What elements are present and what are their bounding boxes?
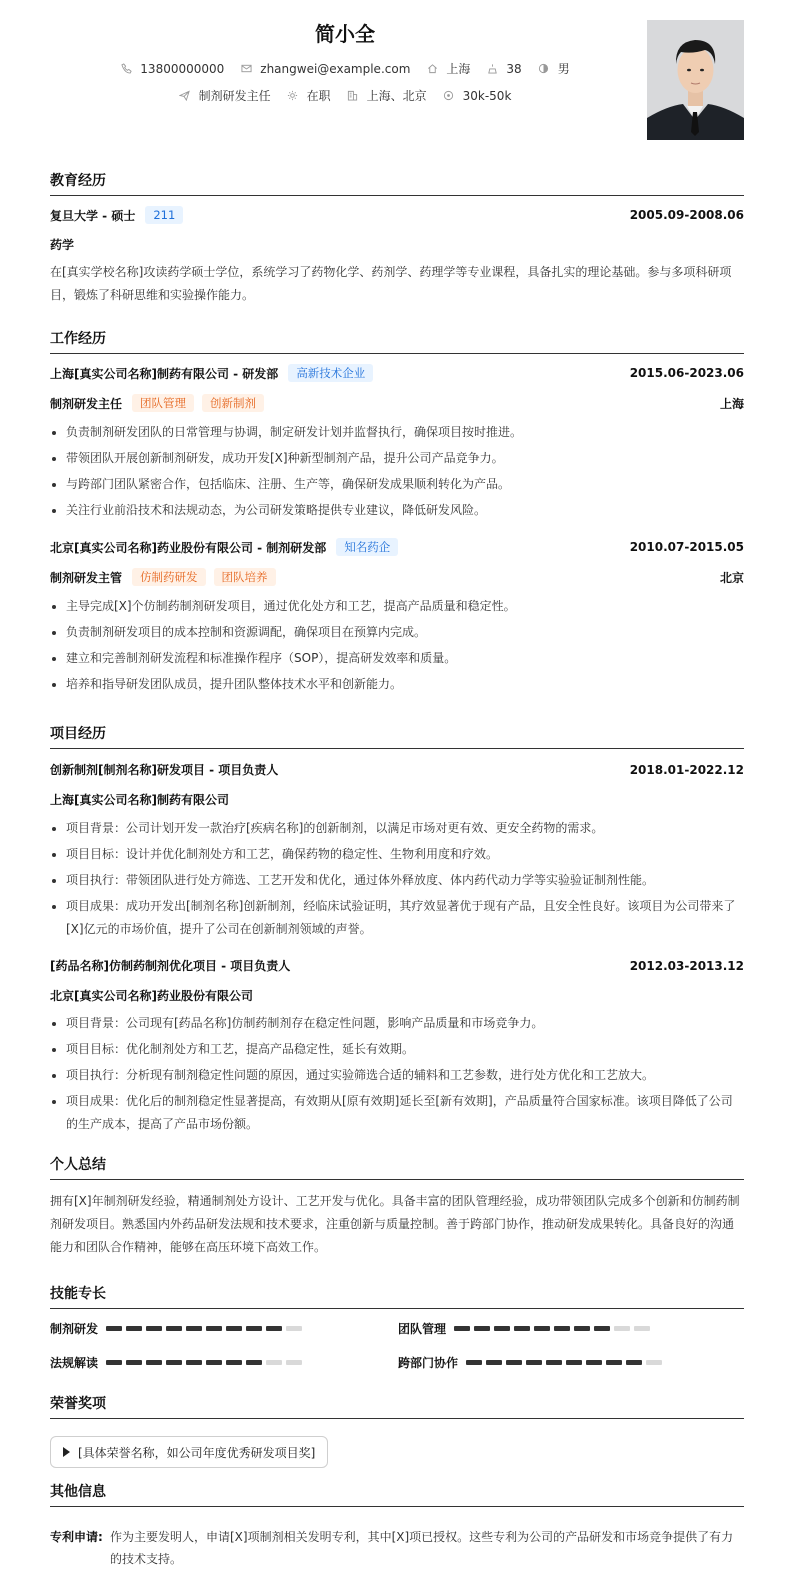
skill-segment-filled <box>566 1360 582 1365</box>
education-tag: 211 <box>145 206 183 224</box>
work-1-company: 上海[真实公司名称]制药有限公司 - 研发部 <box>50 366 279 381</box>
work-2-bullets <box>50 595 744 699</box>
city-item <box>426 60 470 77</box>
list-item: 项目成果：优化后的制剂稳定性显著提高，有效期从[原有效期]延长至[新有效期]，产品质量符合国家标准。该项目降低了公司的生产成本，提高了产品市场份额。 <box>50 1090 744 1136</box>
work-section-title: 工作经历 <box>50 328 744 354</box>
candidate-name: 简小全 <box>315 22 375 46</box>
education-header-row <box>50 206 744 224</box>
skill-segment-filled <box>186 1360 202 1365</box>
honor-item-label: [具体荣誉名称，如公司年度优秀研发项目奖] <box>78 1445 316 1460</box>
target-city-text: 上海、北京 <box>366 89 427 103</box>
skill-segment-filled <box>514 1326 530 1331</box>
project-2-date: 2012.03-2013.12 <box>629 958 744 973</box>
education-section-title: 教育经历 <box>50 170 744 196</box>
skill-segment-empty <box>286 1326 302 1331</box>
skill-segment-empty <box>266 1360 282 1365</box>
skill-segment-filled <box>574 1326 590 1331</box>
skill-level-bar <box>466 1360 666 1365</box>
work-2-role-row <box>50 568 744 586</box>
skill-segment-empty <box>634 1326 650 1331</box>
skill-segment-filled <box>246 1360 262 1365</box>
home-icon <box>426 63 438 75</box>
project-1-header-row <box>50 761 744 778</box>
other-info-key: 专利申请: <box>50 1530 103 1544</box>
project-2-title: [药品名称]仿制药制剂优化项目 - 项目负责人 <box>50 959 291 973</box>
work-2-header-row <box>50 538 744 556</box>
skill-segment-filled <box>606 1360 622 1365</box>
work-1-tag-1: 团队管理 <box>132 394 194 412</box>
education-major-row <box>50 236 744 253</box>
skill-segment-filled <box>486 1360 502 1365</box>
skill-item <box>50 1354 306 1371</box>
work-1-tag-2: 创新制剂 <box>202 394 264 412</box>
resume-header <box>0 0 794 150</box>
project-2-company-row <box>50 987 744 1004</box>
status-item <box>287 87 331 104</box>
list-item: 关注行业前沿技术和法规动态，为公司研发策略提供专业建议，降低研发风险。 <box>50 499 744 522</box>
project-1-date: 2018.01-2022.12 <box>629 762 744 777</box>
caret-right-icon <box>63 1447 70 1457</box>
education-date: 2005.09-2008.06 <box>629 208 744 222</box>
project-1-company: 上海[真实公司名称]制药有限公司 <box>50 793 229 807</box>
skill-segment-filled <box>626 1360 642 1365</box>
work-2-company-tag: 知名药企 <box>336 538 398 556</box>
work-1-role: 制剂研发主任 <box>50 396 123 411</box>
skill-segment-filled <box>506 1360 522 1365</box>
skill-segment-filled <box>146 1360 162 1365</box>
work-1-role-row <box>50 394 744 412</box>
age-item <box>486 62 521 76</box>
gender-text: 男 <box>557 62 570 76</box>
list-item: 带领团队开展创新制剂研发，成功开发[X]种新型制剂产品，提升公司产品竞争力。 <box>50 447 744 470</box>
skill-segment-filled <box>106 1326 122 1331</box>
skill-name: 跨部门协作 <box>398 1356 459 1370</box>
gender-item <box>538 60 570 77</box>
building-icon <box>347 90 359 102</box>
target-city-item <box>347 87 427 104</box>
skill-segment-filled <box>266 1326 282 1331</box>
status-icon <box>287 90 299 102</box>
position-text: 制剂研发主任 <box>198 89 271 103</box>
skill-segment-filled <box>466 1360 482 1365</box>
skill-name: 制剂研发 <box>50 1322 99 1336</box>
list-item: 主导完成[X]个仿制药制剂研发项目，通过优化处方和工艺，提高产品质量和稳定性。 <box>50 595 744 618</box>
project-2-company: 北京[真实公司名称]药业股份有限公司 <box>50 989 253 1003</box>
list-item: 项目背景：公司现有[药品名称]仿制药制剂存在稳定性问题，影响产品质量和市场竞争力。 <box>50 1012 744 1035</box>
work-1-date: 2015.06-2023.06 <box>629 366 744 380</box>
skill-segment-empty <box>646 1360 662 1365</box>
skill-segment-filled <box>546 1360 562 1365</box>
age-icon <box>486 63 498 75</box>
list-item: 与跨部门团队紧密合作，包括临床、注册、生产等，确保研发成果顺利转化为产品。 <box>50 473 744 496</box>
phone-icon <box>120 63 132 75</box>
list-item: 负责制剂研发团队的日常管理与协调，制定研发计划并监督执行，确保项目按时推进。 <box>50 421 744 444</box>
work-1-location: 上海 <box>719 396 744 411</box>
skills-section-title: 技能专长 <box>50 1283 744 1309</box>
skill-level-bar <box>106 1360 306 1365</box>
education-school: 复旦大学 - 硕士 <box>50 208 136 223</box>
skill-segment-filled <box>534 1326 550 1331</box>
salary-text: 30k-50k <box>462 88 512 103</box>
work-2-role: 制剂研发主管 <box>50 570 123 585</box>
skill-segment-filled <box>226 1326 242 1331</box>
list-item: 项目目标：优化制剂处方和工艺，提高产品稳定性，延长有效期。 <box>50 1038 744 1061</box>
project-2-header-row <box>50 957 744 974</box>
skill-name: 团队管理 <box>398 1322 447 1336</box>
skill-segment-filled <box>166 1360 182 1365</box>
summary-section-title: 个人总结 <box>50 1154 744 1180</box>
work-1-company-tag: 高新技术企业 <box>288 364 373 382</box>
list-item: 项目执行：分析现有制剂稳定性问题的原因，通过实验筛选合适的辅料和工艺参数，进行处方优化和工艺放大。 <box>50 1064 744 1087</box>
other-section-title: 其他信息 <box>50 1481 744 1507</box>
work-1-bullets <box>50 421 744 525</box>
skill-segment-filled <box>166 1326 182 1331</box>
honors-section-title: 荣誉奖项 <box>50 1393 744 1419</box>
skill-item <box>398 1320 654 1337</box>
skill-segment-filled <box>554 1326 570 1331</box>
project-1-company-row <box>50 791 744 808</box>
skill-segment-filled <box>106 1360 122 1365</box>
money-icon <box>443 90 455 102</box>
position-item <box>179 87 271 104</box>
skill-segment-empty <box>614 1326 630 1331</box>
work-2-location: 北京 <box>719 570 744 585</box>
skill-item <box>398 1354 666 1371</box>
skill-segment-empty <box>286 1360 302 1365</box>
honor-item-toggle[interactable] <box>50 1436 328 1468</box>
skill-segment-filled <box>494 1326 510 1331</box>
job-intent-row <box>0 87 690 104</box>
project-1-bullets <box>50 817 744 944</box>
skill-name: 法规解读 <box>50 1356 99 1370</box>
skill-segment-filled <box>146 1326 162 1331</box>
list-item: 负责制剂研发项目的成本控制和资源调配，确保项目在预算内完成。 <box>50 621 744 644</box>
phone-item <box>120 62 224 76</box>
skill-segment-filled <box>226 1360 242 1365</box>
city-text: 上海 <box>446 62 471 76</box>
send-icon <box>179 90 191 102</box>
skill-segment-filled <box>206 1326 222 1331</box>
project-1-title: 创新制剂[制剂名称]研发项目 - 项目负责人 <box>50 763 279 777</box>
list-item: 项目目标：设计并优化制剂处方和工艺，确保药物的稳定性、生物利用度和疗效。 <box>50 843 744 866</box>
skill-segment-filled <box>586 1360 602 1365</box>
salary-item <box>443 89 512 103</box>
skill-segment-filled <box>186 1326 202 1331</box>
skill-level-bar <box>106 1326 306 1331</box>
contact-row <box>0 60 690 77</box>
skill-level-bar <box>454 1326 654 1331</box>
list-item: 项目成果：成功开发出[制剂名称]创新制剂，经临床试验证明，其疗效显著优于现有产品，且安全性良好。该项目为公司带来了[X]亿元的市场价值，提升了公司在创新制剂领域的声誉。 <box>50 895 744 941</box>
email-item <box>240 62 410 76</box>
education-description: 在[真实学校名称]攻读药学硕士学位，系统学习了药物化学、药剂学、药理学等专业课程，具备扎实的理论基础。参与多项科研项目，锻炼了科研思维和实验操作能力。 <box>50 265 732 302</box>
skill-segment-filled <box>594 1326 610 1331</box>
mail-icon <box>240 63 252 75</box>
skill-segment-filled <box>474 1326 490 1331</box>
project-2-bullets <box>50 1012 744 1139</box>
work-2-company: 北京[真实公司名称]药业股份有限公司 - 制剂研发部 <box>50 540 327 555</box>
skill-item <box>50 1320 306 1337</box>
list-item: 项目执行：带领团队进行处方筛选、工艺开发和优化，通过体外释放度、体内药代动力学等实验验证制剂性能。 <box>50 869 744 892</box>
education-major: 药学 <box>50 238 75 252</box>
phone-text: 13800000000 <box>140 61 225 76</box>
gender-icon <box>538 63 550 75</box>
skill-segment-filled <box>206 1360 222 1365</box>
age-text: 38 <box>506 61 522 76</box>
work-2-tag-1: 仿制药研发 <box>132 568 206 586</box>
list-item: 建立和完善制剂研发流程和标准操作程序（SOP），提高研发效率和质量。 <box>50 647 744 670</box>
work-2-date: 2010.07-2015.05 <box>629 540 744 554</box>
work-1-header-row <box>50 364 744 382</box>
status-text: 在职 <box>306 89 331 103</box>
skill-segment-filled <box>126 1326 142 1331</box>
other-info-value: 作为主要发明人，申请[X]项制剂相关发明专利，其中[X]项已授权。这些专利为公司的产品研发和市场竞争提供了有力的技术支持。 <box>110 1530 734 1566</box>
work-2-tag-2: 团队培养 <box>214 568 276 586</box>
skill-segment-filled <box>126 1360 142 1365</box>
skill-segment-filled <box>246 1326 262 1331</box>
list-item: 项目背景：公司计划开发一款治疗[疾病名称]的创新制剂，以满足市场对更有效、更安全药物的需求。 <box>50 817 744 840</box>
projects-section-title: 项目经历 <box>50 723 744 749</box>
skill-segment-filled <box>526 1360 542 1365</box>
email-text: zhangwei@example.com <box>260 61 411 76</box>
other-info-row <box>50 1526 744 1570</box>
summary-text: 拥有[X]年制剂研发经验，精通制剂处方设计、工艺开发与优化。具备丰富的团队管理经验，成功带领团队完成多个创新和仿制药制剂研发项目。熟悉国内外药品研发法规和技术要求，注重创新与质量控制。善于跨部门协作，推动研发成果转化。具备良好的沟通能力和团队合作精神，能够在高压环境下高效工作。 <box>50 1194 740 1254</box>
avatar-photo <box>647 20 744 140</box>
skill-segment-filled <box>454 1326 470 1331</box>
list-item: 培养和指导研发团队成员，提升团队整体技术水平和创新能力。 <box>50 673 744 696</box>
